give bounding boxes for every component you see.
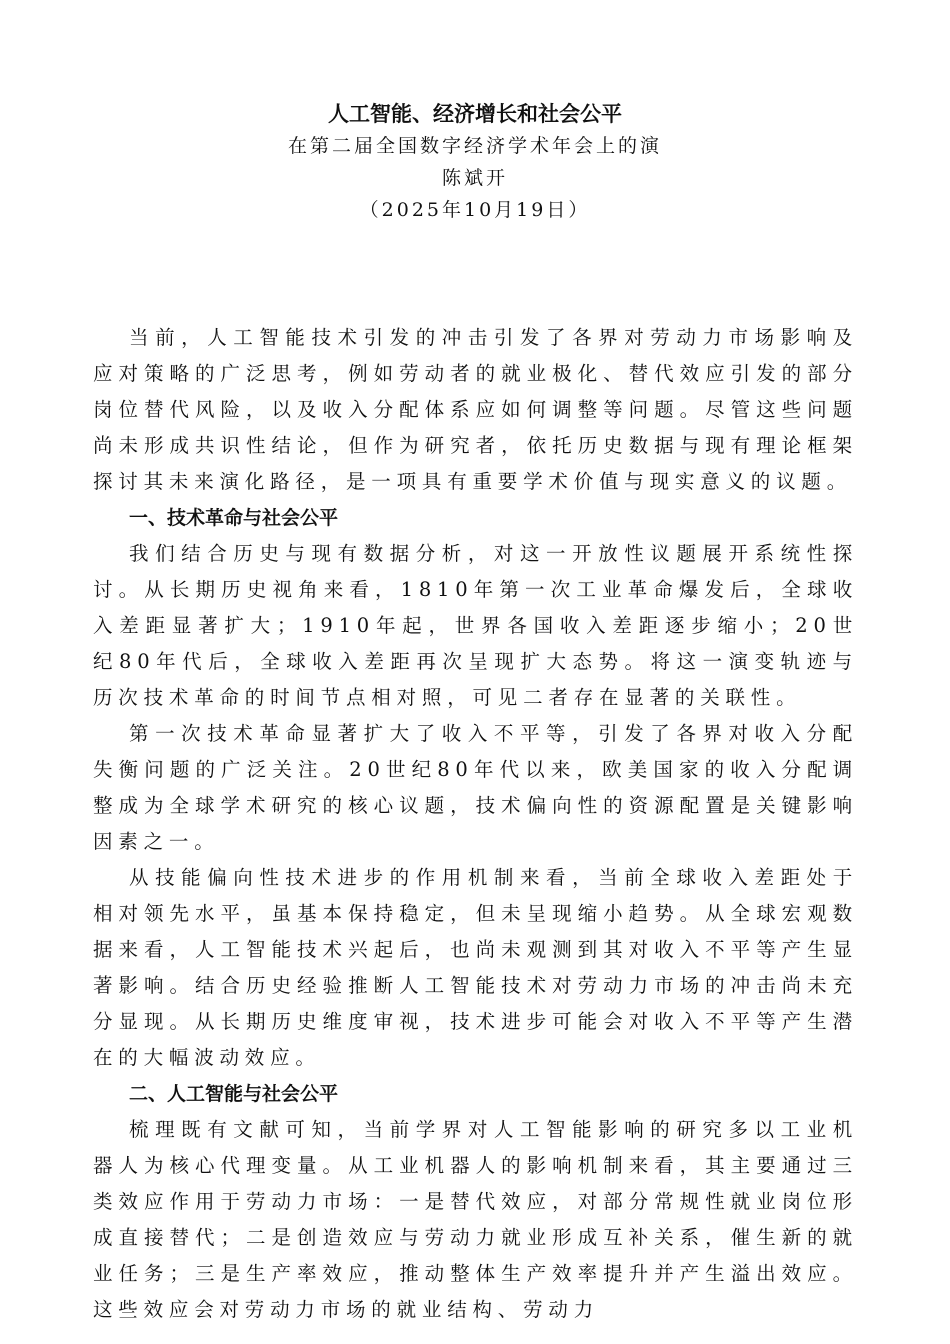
paragraph-history: 我们结合历史与现有数据分析，对这一开放性议题展开系统性探讨。从长期历史视角来看，1810年第一次工业革命爆发后，全球收入差距显著扩大；1910年起，世界各国收入差距逐步缩小；20世纪80年代后，全球收入差距再次呈现扩大态势。将这一演变轨迹与历次技术革命的时间节点相对照，可见二者存在显著的关联性。 xyxy=(93,542,858,709)
document-body xyxy=(93,320,858,1328)
section-heading-2: 二、人工智能与社会公平 xyxy=(129,1083,339,1105)
document-date: （2025年10月19日） xyxy=(359,199,591,221)
document-author: 陈斌开 xyxy=(441,167,508,189)
paragraph-literature: 梳理既有文献可知，当前学界对人工智能影响的研究多以工业机器人为核心代理变量。从工业机器人的影响机制来看，其主要通过三类效应作用于劳动力市场：一是替代效应，对部分常规性就业岗位形成直接替代；二是创造效应与劳动力就业形成互补关系，催生新的就业任务；三是生产率效应，推动整体生产效率提升并产生溢出效应。这些效应会对劳动力市场的就业结构、劳动力 xyxy=(93,1118,858,1321)
section-heading-1: 一、技术革命与社会公平 xyxy=(129,507,339,529)
document-title: 人工智能、经济增长和社会公平 xyxy=(328,102,622,126)
paragraph-first-revolution: 第一次技术革命显著扩大了收入不平等，引发了各界对收入分配失衡问题的广泛关注。20世纪80年代以来，欧美国家的收入分配调整成为全球学术研究的核心议题，技术偏向性的资源配置是关键影响因素之一。 xyxy=(93,722,858,853)
document-subtitle: 在第二届全国数字经济学术年会上的演 xyxy=(287,135,662,157)
paragraph-intro: 当前，人工智能技术引发的冲击引发了各界对劳动力市场影响及应对策略的广泛思考，例如劳动者的就业极化、替代效应引发的部分岗位替代风险，以及收入分配体系应如何调整等问题。尽管这些问题尚未形成共识性结论，但作为研究者，依托历史数据与现有理论框架探讨其未来演化路径，是一项具有重要学术价值与现实意义的议题。 xyxy=(93,326,858,493)
paragraph-skill-bias: 从技能偏向性技术进步的作用机制来看，当前全球收入差距处于相对领先水平，虽基本保持稳定，但未呈现缩小趋势。从全球宏观数据来看，人工智能技术兴起后，也尚未观测到其对收入不平等产生显著影响。结合历史经验推断人工智能技术对劳动力市场的冲击尚未充分显现。从长期历史维度审视，技术进步可能会对收入不平等产生潜在的大幅波动效应。 xyxy=(93,866,858,1069)
document-header xyxy=(0,98,950,226)
